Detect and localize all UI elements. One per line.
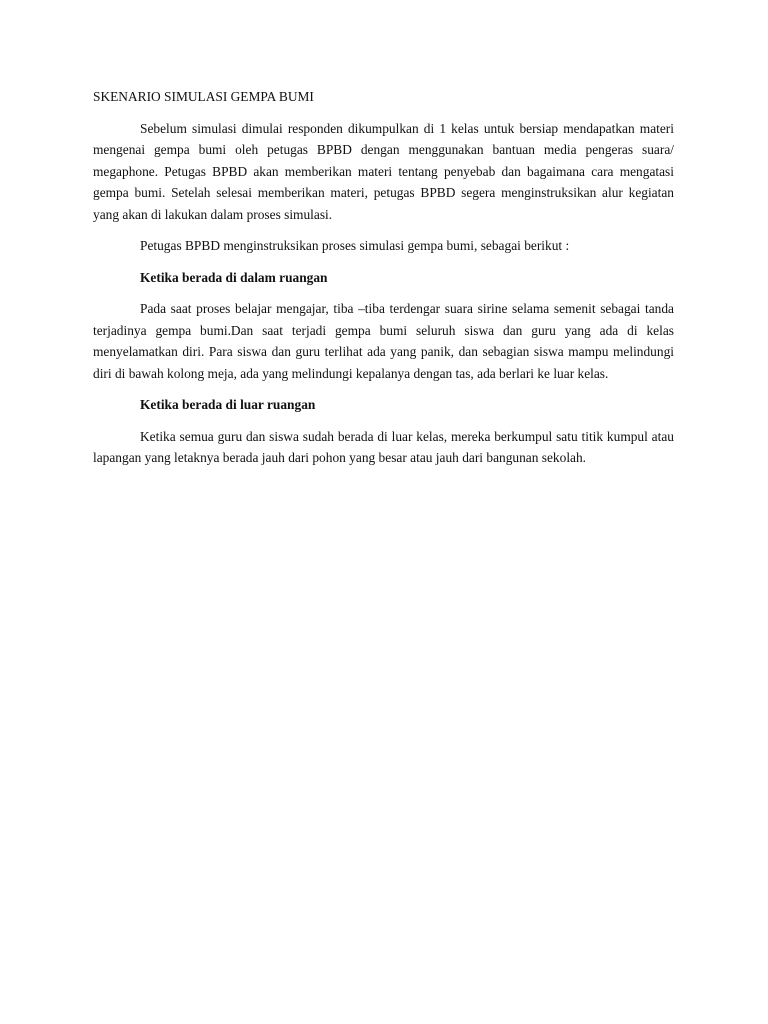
document-body [93, 86, 674, 479]
intro-paragraph: Sebelum simulasi dimulai responden dikumpulkan di 1 kelas untuk bersiap mendapatkan materi mengenai gempa bumi oleh petugas BPBD dengan menggunakan bantuan media pengeras suara/ megaphone. Petugas BPBD akan memberikan materi tentang penyebab dan bagaimana cara mengatasi gempa bumi. Setelah selesai memberikan materi, petugas BPBD segera menginstruksikan alur kegiatan yang akan di lakukan dalam proses simulasi. [93, 120, 674, 222]
section-heading-indoor: Ketika berada di dalam ruangan [140, 269, 328, 285]
document-title: SKENARIO SIMULASI GEMPA BUMI [93, 89, 314, 104]
instruction-paragraph: Petugas BPBD menginstruksikan proses simulasi gempa bumi, sebagai berikut : [140, 238, 570, 253]
section-heading-outdoor: Ketika berada di luar ruangan [140, 397, 316, 412]
section-body-indoor: Pada saat proses belajar mengajar, tiba –tiba terdengar suara sirine selama semenit sebagai tanda terjadinya gempa bumi.Dan saat terjadi gempa bumi seluruh siswa dan guru yang ada di kelas menyelamatkan diri. Para siswa dan guru terlihat ada yang panik, dan sebagian siswa mampu melindungi diri di bawah kolong meja, ada yang melindungi kepalanya dengan tas, ada berlari ke luar kelas. [93, 301, 674, 381]
section-body-outdoor: Ketika semua guru dan siswa sudah berada di luar kelas, mereka berkumpul satu titik kumpul atau lapangan yang letaknya berada jauh dari pohon yang besar atau jauh dari bangunan sekolah. [93, 428, 674, 465]
